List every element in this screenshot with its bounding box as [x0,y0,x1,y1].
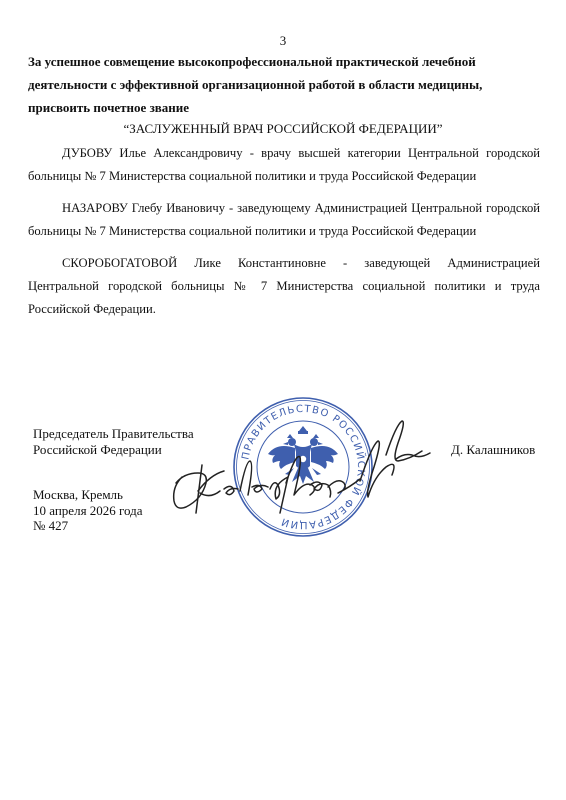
awardee-paragraph: НАЗАРОВУ Глебу Ивановичу - заведующему Администрацией Центральной городской больницы № 7 Министерства социальной политики и труда Российской Федерации [28,201,540,238]
handwritten-signature [160,395,450,545]
document-number: № 427 [33,518,69,533]
signatory-name: Д. Калашников [451,442,536,457]
honorary-title: “ЗАСЛУЖЕННЫЙ ВРАЧ РОССИЙСКОЙ ФЕДЕРАЦИИ” [123,121,443,136]
signatory-position-line: Российской Федерации [33,442,162,457]
page-number: 3 [279,33,287,48]
seal-text: ПРАВИТЕЛЬСТВО РОССИЙСКОЙ ФЕДЕРАЦИИ [240,403,367,531]
signing-date: 10 апреля 2026 года [33,502,143,518]
awardee-paragraph: СКОРОБОГАТОВОЙ Лике Константиновне - заведующей Администрацией Центральной городской больницы № 7 Министерства социальной политики и труда Российской Федерации. [28,256,540,316]
signing-place: Москва, Кремль [33,487,123,502]
decree-intro: За успешное совмещение высокопрофессиональной практической лечебной деятельности с эффективной организационной работой в области медицины, присвоить почетное звание [28,54,483,115]
awardee-paragraph: ДУБОВУ Илье Александровичу - врачу высшей категории Центральной городской больницы № 7 Министерства социальной политики и труда Российской Федерации [28,146,540,183]
awardee-list [28,142,540,330]
signatory-position-line: Председатель Правительства [33,426,194,441]
